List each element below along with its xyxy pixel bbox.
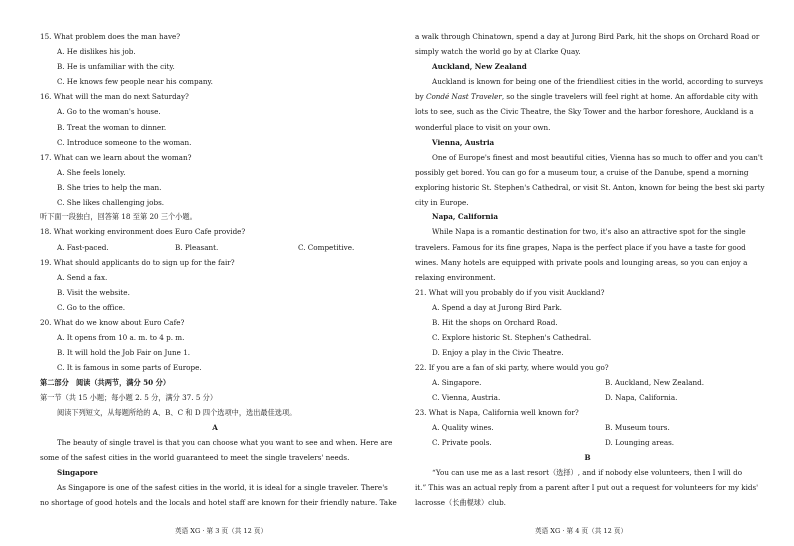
auckland-line-1: Auckland is known for being one of the friendliest cities in the world, according to surveys [432, 77, 763, 86]
passage-a-label: A [212, 423, 218, 432]
q21-option-a: A. Spend a day at Jurong Bird Park. [432, 303, 562, 312]
napa-line-4: relaxing environment. [415, 273, 496, 282]
auckland-line-2 [415, 93, 758, 100]
q18-option-a: A. Fast-paced. [57, 243, 109, 252]
q19-option-c: C. Go to the office. [57, 303, 126, 312]
q23-option-c: C. Private pools. [432, 438, 492, 447]
q23-option-d: D. Lounging areas. [605, 438, 675, 447]
vienna-line-4: city in Europe. [415, 198, 469, 207]
q22-option-c: C. Vienna, Austria. [432, 393, 501, 402]
passage-b-line-3: lacrosse（长曲棍球）club. [415, 498, 506, 507]
left-page-footer: 英语 XG · 第 3 页（共 12 页） [175, 527, 268, 535]
vienna-line-3: exploring historic St. Stephen's Cathedral, or visit St. Anton, known for being the best ski party [415, 183, 765, 192]
q17-stem: 17. What can we learn about the woman? [40, 153, 192, 162]
part-two-heading: 第二部分 阅读（共两节，满分 50 分） [40, 378, 171, 387]
q23-option-b: B. Museum tours. [605, 423, 670, 432]
q21-option-d: D. Enjoy a play in the Civic Theatre. [432, 348, 564, 357]
q21-option-b: B. Hit the shops on Orchard Road. [432, 318, 558, 327]
q17-option-c: C. She likes challenging jobs. [57, 198, 165, 207]
q21-option-c: C. Explore historic St. Stephen's Cathedral. [432, 333, 592, 342]
q16-option-b: B. Treat the woman to dinner. [57, 123, 167, 132]
q20-stem: 20. What do we know about Euro Cafe? [40, 318, 185, 327]
q19-option-a: A. Send a fax. [57, 273, 108, 282]
auckland-line-4: wonderful place to visit on your own. [415, 123, 551, 132]
napa-heading: Napa, California [432, 212, 499, 221]
q19-option-b: B. Visit the website. [57, 288, 130, 297]
q21-stem: 21. What will you probably do if you visit Auckland? [415, 288, 605, 297]
q15-stem: 15. What problem does the man have? [40, 32, 181, 41]
q18-option-b: B. Pleasant. [175, 243, 219, 252]
right-page-footer: 英语 XG · 第 4 页（共 12 页） [535, 527, 628, 535]
q22-stem: 22. If you are a fan of ski party, where would you go? [415, 363, 609, 372]
q19-stem: 19. What should applicants do to sign up for the fair? [40, 258, 235, 267]
q16-option-c: C. Introduce someone to the woman. [57, 138, 192, 147]
magazine-title: Condé Nast Traveler [425, 92, 502, 101]
q20-option-a: A. It opens from 10 a. m. to 4 p. m. [57, 333, 185, 342]
singapore-line-2: no shortage of good hotels and the locals and hotel staff are known for their friendly nature. Take [40, 498, 397, 507]
q16-option-a: A. Go to the woman's house. [57, 107, 161, 116]
singapore-heading: Singapore [57, 468, 99, 477]
singapore-line-1: As Singapore is one of the safest cities in the world, it is ideal for a single traveler. There's [57, 483, 388, 492]
q18-stem: 18. What working environment does Euro Cafe provide? [40, 227, 246, 236]
vienna-line-1: One of Europe's finest and most beautiful cities, Vienna has so much to offer and you can't [432, 153, 763, 162]
q20-option-c: C. It is famous in some parts of Europe. [57, 363, 202, 372]
q16-stem: 16. What will the man do next Saturday? [40, 92, 189, 101]
auckland-heading: Auckland, New Zealand [432, 62, 527, 71]
q22-option-a: A. Singapore. [432, 378, 482, 387]
auckland-line-2-start: by [415, 92, 426, 101]
passage-a-intro-line-1: The beauty of single travel is that you can choose what you want to see and when. Here are [57, 438, 393, 447]
section-one-heading: 第一节（共 15 小题；每小题 2. 5 分，满分 37. 5 分） [40, 393, 218, 402]
q15-option-b: B. He is unfamiliar with the city. [57, 62, 175, 71]
singapore-line-3: a walk through Chinatown, spend a day at Jurong Bird Park, hit the shops on Orchard Road or [415, 32, 760, 41]
auckland-line-3: lots to see, such as the Civic Theatre, the Sky Tower and the harbor foreshore, Auckland is a [415, 107, 754, 116]
q23-option-a: A. Quality wines. [432, 423, 494, 432]
q15-option-a: A. He dislikes his job. [57, 47, 136, 56]
q17-option-b: B. She tries to help the man. [57, 183, 162, 192]
napa-line-3: wines. Many hotels are equipped with private pools and lounging areas, so you can enjoy a [415, 258, 748, 267]
passage-a-intro-line-2: some of the safest cities in the world guaranteed to meet the single travelers' needs. [40, 453, 350, 462]
napa-line-2: travelers. Famous for its fine grapes, Napa is the perfect place if you have a taste for good [415, 243, 746, 252]
passage-b-line-1: “You can use me as a last resort（选择）, and if nobody else volunteers, then I will do [432, 468, 743, 477]
q17-option-a: A. She feels lonely. [57, 168, 126, 177]
napa-line-1: While Napa is a romantic destination for two, it's also an attractive spot for the single [432, 227, 746, 236]
q15-option-c: C. He knows few people near his company. [57, 77, 213, 86]
vienna-line-2: possibly get bored. You can go for a museum tour, a cruise of the Danube, spend a morning [415, 168, 749, 177]
instruction-18-20: 听下面一段独白，回答第 18 至第 20 三个小题。 [40, 212, 197, 221]
passage-b-label: B [584, 453, 591, 462]
q18-option-c: C. Competitive. [298, 243, 355, 252]
section-one-instruction: 阅读下列短文，从每题所给的 A、B、C 和 D 四个选项中，选出最佳选项。 [57, 408, 297, 417]
auckland-line-2-end: , so the single travelers will feel right at home. An affordable city with [501, 92, 759, 101]
q23-stem: 23. What is Napa, California well known for? [415, 408, 579, 417]
q22-option-b: B. Auckland, New Zealand. [605, 378, 705, 387]
passage-b-line-2: it.” This was an actual reply from a parent after I put out a request for volunteers for my kids' [415, 483, 759, 492]
singapore-line-4: simply watch the world go by at Clarke Quay. [415, 47, 581, 56]
q20-option-b: B. It will hold the Job Fair on June 1. [57, 348, 191, 357]
vienna-heading: Vienna, Austria [432, 138, 495, 147]
q22-option-d: D. Napa, California. [605, 393, 678, 402]
